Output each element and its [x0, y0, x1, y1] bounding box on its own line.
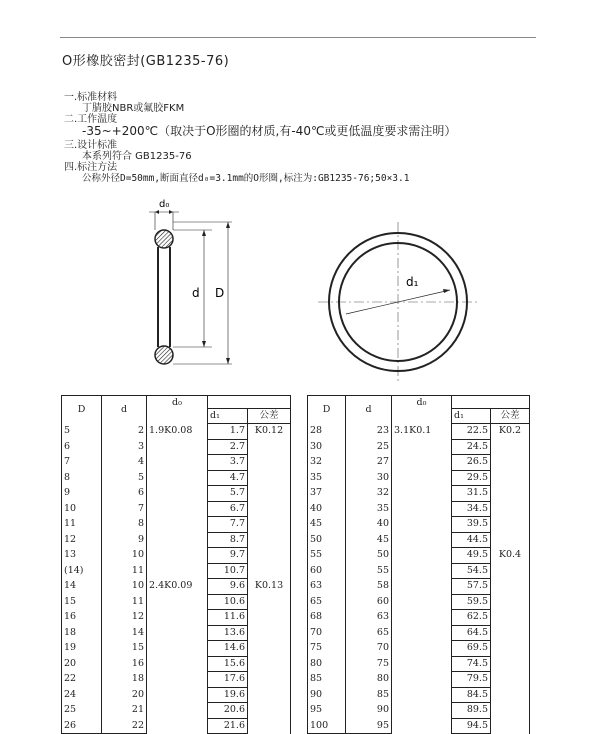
cell-d1: 59.5	[452, 594, 491, 610]
cell-d1: 13.6	[208, 625, 248, 641]
cell-d1: 89.5	[452, 703, 491, 719]
cell-d1: 4.7	[208, 470, 248, 486]
cell-d: 25	[346, 439, 392, 455]
o-ring-front-view	[318, 222, 478, 382]
cell-d1: 62.5	[452, 610, 491, 626]
cell-d1: 21.6	[208, 718, 248, 734]
cell-D: 26	[62, 718, 102, 734]
table-row	[62, 424, 291, 440]
cell-D: 32	[308, 455, 346, 471]
cell-D: 12	[62, 532, 102, 548]
cell-D: 5	[62, 424, 102, 440]
header-tol: 公差	[491, 409, 530, 424]
cell-D: 24	[62, 687, 102, 703]
cell-d: 7	[102, 501, 147, 517]
cell-d1: 14.6	[208, 641, 248, 657]
cell-D: 11	[62, 517, 102, 533]
cell-D: 37	[308, 486, 346, 502]
cell-d1: 22.5	[452, 424, 491, 440]
section-3-heading: 三.设计标准	[64, 140, 118, 151]
cell-tolerance: K0.4	[491, 548, 530, 734]
top-rule	[60, 37, 536, 38]
cell-d0: 2.4K0.09	[147, 579, 208, 734]
cell-d1: 84.5	[452, 687, 491, 703]
cell-d1: 10.6	[208, 594, 248, 610]
cell-d1: 17.6	[208, 672, 248, 688]
cell-d1: 54.5	[452, 563, 491, 579]
cell-d1: 2.7	[208, 439, 248, 455]
cell-d: 6	[102, 486, 147, 502]
page-title: O形橡胶密封(GB1235-76)	[62, 54, 230, 69]
cell-D: 55	[308, 548, 346, 564]
cell-d: 95	[346, 718, 392, 734]
cell-tolerance: K0.12	[248, 424, 291, 579]
cell-d1: 94.5	[452, 718, 491, 734]
section-2-text: -35~+200℃（取决于O形圈的材质,有-40℃或更低温度要求需注明）	[82, 124, 457, 138]
cell-tolerance: K0.2	[491, 424, 530, 548]
cell-d: 58	[346, 579, 392, 595]
section-3-text: 本系列符合 GB1235-76	[82, 151, 192, 162]
section-1-heading: 一.标准材料	[64, 92, 118, 103]
cell-d: 12	[102, 610, 147, 626]
section-4-text: 公称外径D=50mm,断面直径d₀=3.1mm的O形圈,标注为:GB1235-76;50×3.1	[82, 173, 410, 184]
cell-D: 15	[62, 594, 102, 610]
cell-d: 23	[346, 424, 392, 440]
cell-d: 63	[346, 610, 392, 626]
cell-D: 10	[62, 501, 102, 517]
cell-d: 80	[346, 672, 392, 688]
cell-d: 8	[102, 517, 147, 533]
cell-D: 95	[308, 703, 346, 719]
header-d: d	[102, 396, 147, 424]
header-tol: 公差	[248, 409, 291, 424]
cell-D: 7	[62, 455, 102, 471]
cell-d: 5	[102, 470, 147, 486]
cell-d1: 5.7	[208, 486, 248, 502]
cell-d: 2	[102, 424, 147, 440]
cell-d1: 1.7	[208, 424, 248, 440]
cell-D: 30	[308, 439, 346, 455]
section-4-heading: 四.标注方法	[64, 162, 118, 173]
cell-d0: 1.9K0.08	[147, 424, 208, 579]
header-d: d	[346, 396, 392, 424]
cell-d: 4	[102, 455, 147, 471]
label-d1: d₁	[406, 275, 419, 289]
cell-D: 63	[308, 579, 346, 595]
cell-d1: 20.6	[208, 703, 248, 719]
header-d0: d₀	[147, 396, 208, 424]
left-size-table	[61, 395, 291, 734]
cell-D: 40	[308, 501, 346, 517]
cell-D: 9	[62, 486, 102, 502]
cell-d1: 10.7	[208, 563, 248, 579]
cell-d1: 11.6	[208, 610, 248, 626]
cell-d: 21	[102, 703, 147, 719]
cell-d: 35	[346, 501, 392, 517]
cell-d1: 9.7	[208, 548, 248, 564]
cell-d: 45	[346, 532, 392, 548]
cell-d: 10	[102, 579, 147, 595]
cell-D: 22	[62, 672, 102, 688]
cell-d: 50	[346, 548, 392, 564]
cell-d: 3	[102, 439, 147, 455]
section-1-text: 丁腈胶NBR或氟胶FKM	[82, 103, 185, 114]
cell-D: (14)	[62, 563, 102, 579]
cell-d1: 49.5	[452, 548, 491, 564]
cell-D: 60	[308, 563, 346, 579]
cell-d1: 24.5	[452, 439, 491, 455]
cell-D: 14	[62, 579, 102, 595]
cell-d1: 44.5	[452, 532, 491, 548]
cell-d1: 8.7	[208, 532, 248, 548]
cell-D: 65	[308, 594, 346, 610]
cell-d: 70	[346, 641, 392, 657]
cell-d1: 79.5	[452, 672, 491, 688]
cell-D: 75	[308, 641, 346, 657]
cell-D: 35	[308, 470, 346, 486]
cell-d1: 57.5	[452, 579, 491, 595]
label-D: D	[215, 286, 225, 300]
cell-D: 90	[308, 687, 346, 703]
cell-D: 100	[308, 718, 346, 734]
table-row	[62, 579, 291, 595]
cell-d1: 39.5	[452, 517, 491, 533]
cell-D: 68	[308, 610, 346, 626]
cell-d: 14	[102, 625, 147, 641]
header-D: D	[308, 396, 346, 424]
cell-d1: 69.5	[452, 641, 491, 657]
cell-d1: 7.7	[208, 517, 248, 533]
cell-d: 85	[346, 687, 392, 703]
cell-d1: 34.5	[452, 501, 491, 517]
cell-D: 45	[308, 517, 346, 533]
cell-D: 25	[62, 703, 102, 719]
cell-d1: 29.5	[452, 470, 491, 486]
cell-d: 15	[102, 641, 147, 657]
cell-d: 60	[346, 594, 392, 610]
table-row	[308, 424, 530, 440]
cell-d: 55	[346, 563, 392, 579]
cell-d: 20	[102, 687, 147, 703]
cell-D: 85	[308, 672, 346, 688]
cell-d: 40	[346, 517, 392, 533]
cell-d: 11	[102, 594, 147, 610]
cell-d1: 74.5	[452, 656, 491, 672]
cell-D: 13	[62, 548, 102, 564]
cell-d: 65	[346, 625, 392, 641]
cell-d: 9	[102, 532, 147, 548]
cell-D: 8	[62, 470, 102, 486]
cell-d1: 3.7	[208, 455, 248, 471]
cell-d1: 6.7	[208, 501, 248, 517]
cell-d: 10	[102, 548, 147, 564]
cell-d: 22	[102, 718, 147, 734]
cell-d: 75	[346, 656, 392, 672]
cell-D: 70	[308, 625, 346, 641]
cell-tolerance: K0.13	[248, 579, 291, 734]
o-ring-section-diagram	[140, 192, 250, 372]
cell-d: 11	[102, 563, 147, 579]
cell-d1: 26.5	[452, 455, 491, 471]
cell-D: 19	[62, 641, 102, 657]
cell-D: 16	[62, 610, 102, 626]
cell-d: 32	[346, 486, 392, 502]
cell-d1: 9.6	[208, 579, 248, 595]
cell-D: 50	[308, 532, 346, 548]
cell-d0: 3.1K0.1	[392, 424, 452, 734]
label-d: d	[192, 286, 200, 300]
header-d1: d₁	[208, 409, 248, 424]
section-circle-bottom	[155, 346, 173, 364]
cell-d1: 64.5	[452, 625, 491, 641]
cell-D: 6	[62, 439, 102, 455]
cell-d: 18	[102, 672, 147, 688]
cell-d1: 31.5	[452, 486, 491, 502]
cell-D: 80	[308, 656, 346, 672]
cell-d: 30	[346, 470, 392, 486]
cell-d: 90	[346, 703, 392, 719]
section-2-heading: 二.工作温度	[64, 114, 118, 125]
label-d0: d₀	[159, 199, 170, 210]
header-d0: d₀	[392, 396, 452, 424]
cell-D: 18	[62, 625, 102, 641]
right-size-table	[307, 395, 530, 734]
cell-d: 16	[102, 656, 147, 672]
cell-D: 28	[308, 424, 346, 440]
cell-d1: 19.6	[208, 687, 248, 703]
section-circle-top	[155, 230, 173, 248]
cell-d: 27	[346, 455, 392, 471]
cell-D: 20	[62, 656, 102, 672]
cell-d1: 15.6	[208, 656, 248, 672]
header-D: D	[62, 396, 102, 424]
header-d1: d₁	[452, 409, 491, 424]
